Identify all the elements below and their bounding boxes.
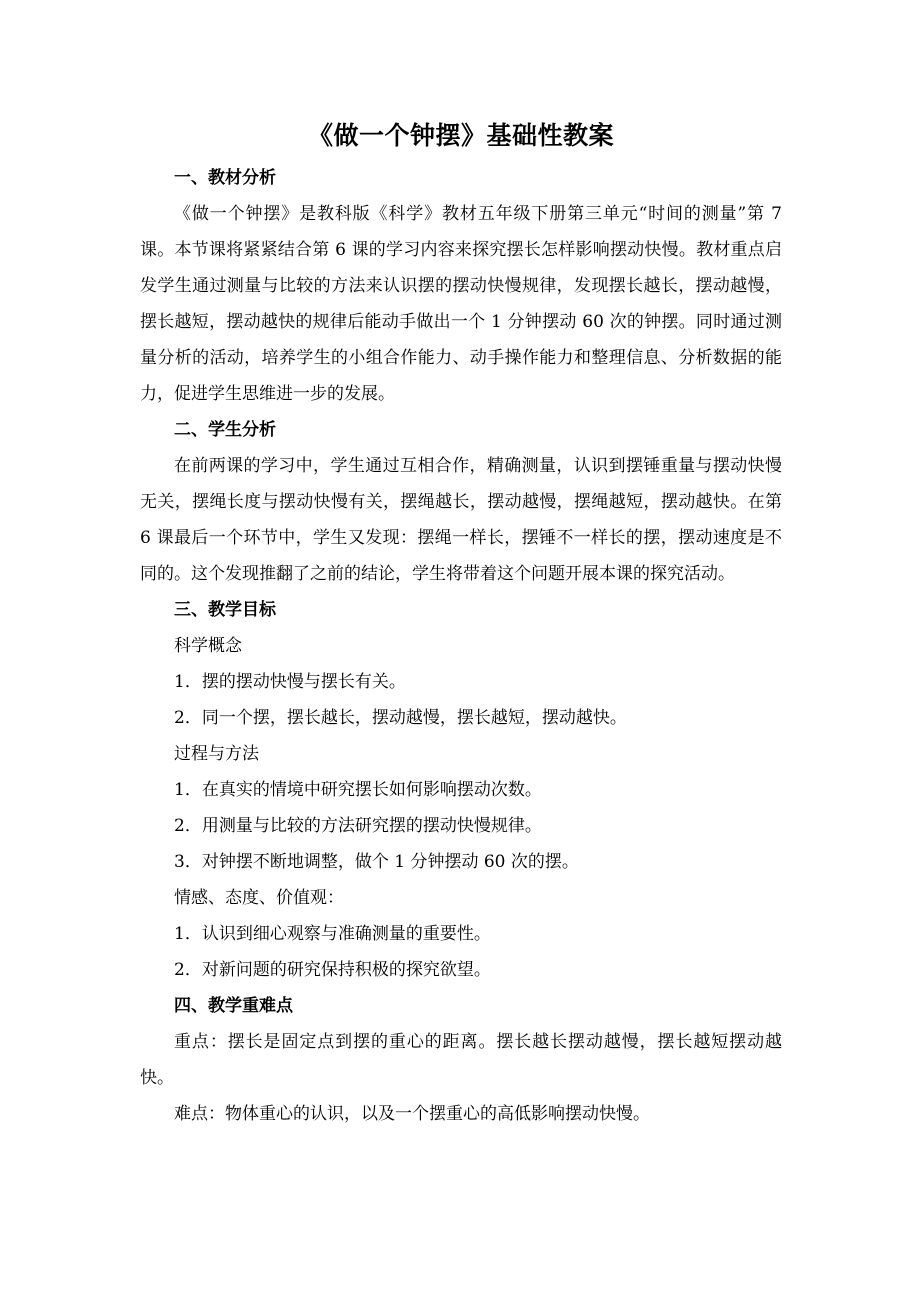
list-item: 2．用测量与比较的方法研究摆的摆动快慢规律。 bbox=[174, 816, 542, 836]
section-heading-teaching-goals: 三、教学目标 bbox=[174, 600, 276, 620]
document-page bbox=[140, 118, 782, 1132]
list-item: 1．摆的摆动快慢与摆长有关。 bbox=[174, 672, 406, 692]
difficult-point-paragraph: 难点：物体重心的认识，以及一个摆重心的高低影响摆动快慢。 bbox=[174, 1104, 650, 1124]
list-item: 3．对钟摆不断地调整，做个 1 分钟摆动 60 次的摆。 bbox=[174, 852, 579, 872]
science-concept-label: 科学概念 bbox=[174, 636, 242, 656]
list-item: 2．对新问题的研究保持积极的探究欲望。 bbox=[174, 960, 491, 980]
student-analysis-paragraph: 在前两课的学习中，学生通过互相合作，精确测量，认识到摆锤重量与摆动快慢无关，摆绳长度与摆动快慢有关，摆绳越长，摆动越慢，摆绳越短，摆动越快。在第 6 课最后一个环节中，学生又发现：摆绳一样长，摆锤不一样长的摆，摆动速度是不同的。这个发现推翻了之前的结论，学生将带着这个问题开展本课的探究活动。 bbox=[140, 456, 782, 584]
key-point-paragraph: 重点：摆长是固定点到摆的重心的距离。摆长越长摆动越慢，摆长越短摆动越快。 bbox=[140, 1032, 782, 1088]
textbook-analysis-paragraph: 《做一个钟摆》是教科版《科学》教材五年级下册第三单元“时间的测量”第 7 课。本节课将紧紧结合第 6 课的学习内容来探究摆长怎样影响摆动快慢。教材重点启发学生通过测量与比较的方法来认识摆的摆动快慢规律，发现摆长越长，摆动越慢，摆长越短，摆动越快的规律后能动手做出一个 1 分钟摆动 60 次的钟摆。同时通过测量分析的活动，培养学生的小组合作能力、动手操作能力和整理信息、分析数据的能力，促进学生思维进一步的发展。 bbox=[140, 204, 782, 404]
section-heading-textbook-analysis: 一、教材分析 bbox=[174, 168, 276, 188]
section-heading-key-difficult-points: 四、教学重难点 bbox=[174, 996, 293, 1016]
document-title: 《做一个钟摆》基础性教案 bbox=[307, 121, 614, 150]
list-item: 1．认识到细心观察与准确测量的重要性。 bbox=[174, 924, 491, 944]
list-item: 2．同一个摆，摆长越长，摆动越慢，摆长越短，摆动越快。 bbox=[174, 708, 627, 728]
process-method-label: 过程与方法 bbox=[174, 744, 259, 764]
list-item: 1．在真实的情境中研究摆长如何影响摆动次数。 bbox=[174, 780, 542, 800]
section-heading-student-analysis: 二、学生分析 bbox=[174, 420, 276, 440]
attitude-values-label: 情感、态度、价值观： bbox=[174, 888, 344, 908]
